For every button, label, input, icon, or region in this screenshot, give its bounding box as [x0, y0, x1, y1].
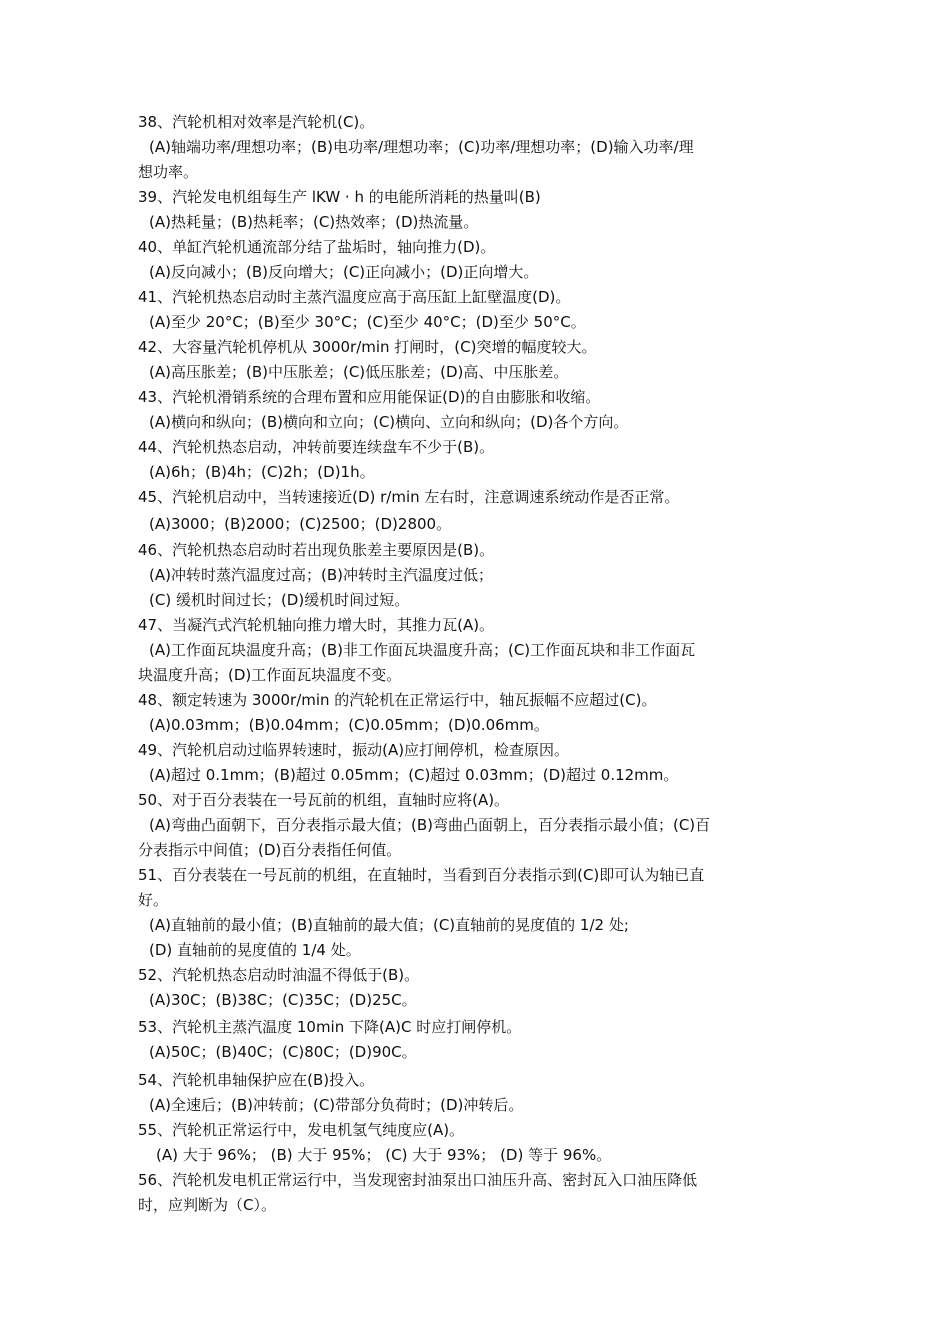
answer-options: (A)至少 20°C；(B)至少 30°C；(C)至少 40°C；(D)至少 50°C。	[149, 313, 586, 331]
answer-options: (A)热耗量；(B)热耗率；(C)热效率；(D)热流量。	[149, 213, 479, 231]
continued-text: 想功率。	[138, 163, 199, 181]
question-text: 40、单缸汽轮机通流部分结了盐垢时，轴向推力(D)。	[138, 238, 496, 256]
question-text: 56、汽轮机发电机正常运行中，当发现密封油泵出口油压升高、密封瓦入口油压降低	[138, 1171, 698, 1189]
question-text: 50、对于百分表装在一号瓦前的机组，直轴时应将(A)。	[138, 791, 510, 809]
answer-options: (A)弯曲凸面朝下，百分表指示最大值；(B)弯曲凸面朝上，百分表指示最小值；(C)百	[149, 816, 711, 834]
question-text: 38、汽轮机相对效率是汽轮机(C)。	[138, 113, 375, 131]
question-text: 39、汽轮发电机组每生产 lKW · h 的电能所消耗的热量叫(B)	[138, 188, 541, 206]
answer-options: (A)全速后；(B)冲转前；(C)带部分负荷时；(D)冲转后。	[149, 1096, 524, 1114]
answer-options: (A)直轴前的最小值；(B)直轴前的最大值；(C)直轴前的晃度值的 1/2 处;	[149, 916, 629, 934]
question-text: 48、额定转速为 3000r/min 的汽轮机在正常运行中，轴瓦振幅不应超过(C)。	[138, 691, 657, 709]
answer-options: (A)轴端功率/理想功率；(B)电功率/理想功率；(C)功率/理想功率；(D)输入功率/理	[149, 138, 694, 156]
question-text: 53、汽轮机主蒸汽温度 10min 下降(A)C 时应打闸停机。	[138, 1018, 522, 1036]
answer-options: (A) 大于 96%； (B) 大于 95%； (C) 大于 93%； (D) 等于 96%。	[156, 1146, 612, 1164]
answer-options: (A)3000；(B)2000；(C)2500；(D)2800。	[149, 515, 452, 533]
continued-text: 好。	[138, 891, 169, 909]
answer-options: (A)反向减小；(B)反向增大；(C)正向减小；(D)正向增大。	[149, 263, 539, 281]
question-text: 54、汽轮机串轴保护应在(B)投入。	[138, 1071, 375, 1089]
answer-options: (D) 直轴前的晃度值的 1/4 处。	[149, 941, 361, 959]
answer-options: (A)工作面瓦块温度升高；(B)非工作面瓦块温度升高；(C)工作面瓦块和非工作面瓦	[149, 641, 696, 659]
question-text: 42、大容量汽轮机停机从 3000r/min 打闸时，(C)突增的幅度较大。	[138, 338, 597, 356]
question-text: 47、当凝汽式汽轮机轴向推力增大时，其推力瓦(A)。	[138, 616, 495, 634]
question-text: 43、汽轮机滑销系统的合理布置和应用能保证(D)的自由膨胀和收缩。	[138, 388, 601, 406]
answer-options: (A)50C；(B)40C；(C)80C；(D)90C。	[149, 1043, 417, 1061]
answer-options: (A)高压胀差；(B)中压胀差；(C)低压胀差；(D)高、中压胀差。	[149, 363, 569, 381]
continued-text: 分表指示中间值；(D)百分表指任何值。	[138, 841, 402, 859]
answer-options: (A)0.03mm；(B)0.04mm；(C)0.05mm；(D)0.06mm。	[149, 716, 549, 734]
question-text: 41、汽轮机热态启动时主蒸汽温度应高于高压缸上缸壁温度(D)。	[138, 288, 571, 306]
answer-options: (A)30C；(B)38C；(C)35C；(D)25C。	[149, 991, 417, 1009]
continued-text: 时，应判断为（C）。	[138, 1196, 276, 1214]
question-text: 45、汽轮机启动中，当转速接近(D) r/min 左右时，注意调速系统动作是否正常。	[138, 488, 680, 506]
answer-options: (C) 缓机时间过长；(D)缓机时间过短。	[149, 591, 410, 609]
question-text: 46、汽轮机热态启动时若出现负胀差主要原因是(B)。	[138, 541, 495, 559]
answer-options: (A)横向和纵向；(B)横向和立向；(C)横向、立向和纵向；(D)各个方向。	[149, 413, 629, 431]
question-text: 52、汽轮机热态启动时油温不得低于(B)。	[138, 966, 420, 984]
answer-options: (A)6h；(B)4h；(C)2h；(D)1h。	[149, 463, 375, 481]
answer-options: (A)超过 0.1mm；(B)超过 0.05mm；(C)超过 0.03mm；(D)超过 0.12mm。	[149, 766, 679, 784]
answer-options: (A)冲转时蒸汽温度过高；(B)冲转时主汽温度过低；	[149, 566, 493, 584]
question-text: 49、汽轮机启动过临界转速时，振动(A)应打闸停机，检查原因。	[138, 741, 570, 759]
question-text: 51、百分表装在一号瓦前的机组，在直轴时，当看到百分表指示到(C)即可认为轴已直	[138, 866, 705, 884]
continued-text: 块温度升高；(D)工作面瓦块温度不变。	[138, 666, 402, 684]
question-text: 44、汽轮机热态启动，冲转前要连续盘车不少于(B)。	[138, 438, 495, 456]
question-text: 55、汽轮机正常运行中，发电机氢气纯度应(A)。	[138, 1121, 465, 1139]
